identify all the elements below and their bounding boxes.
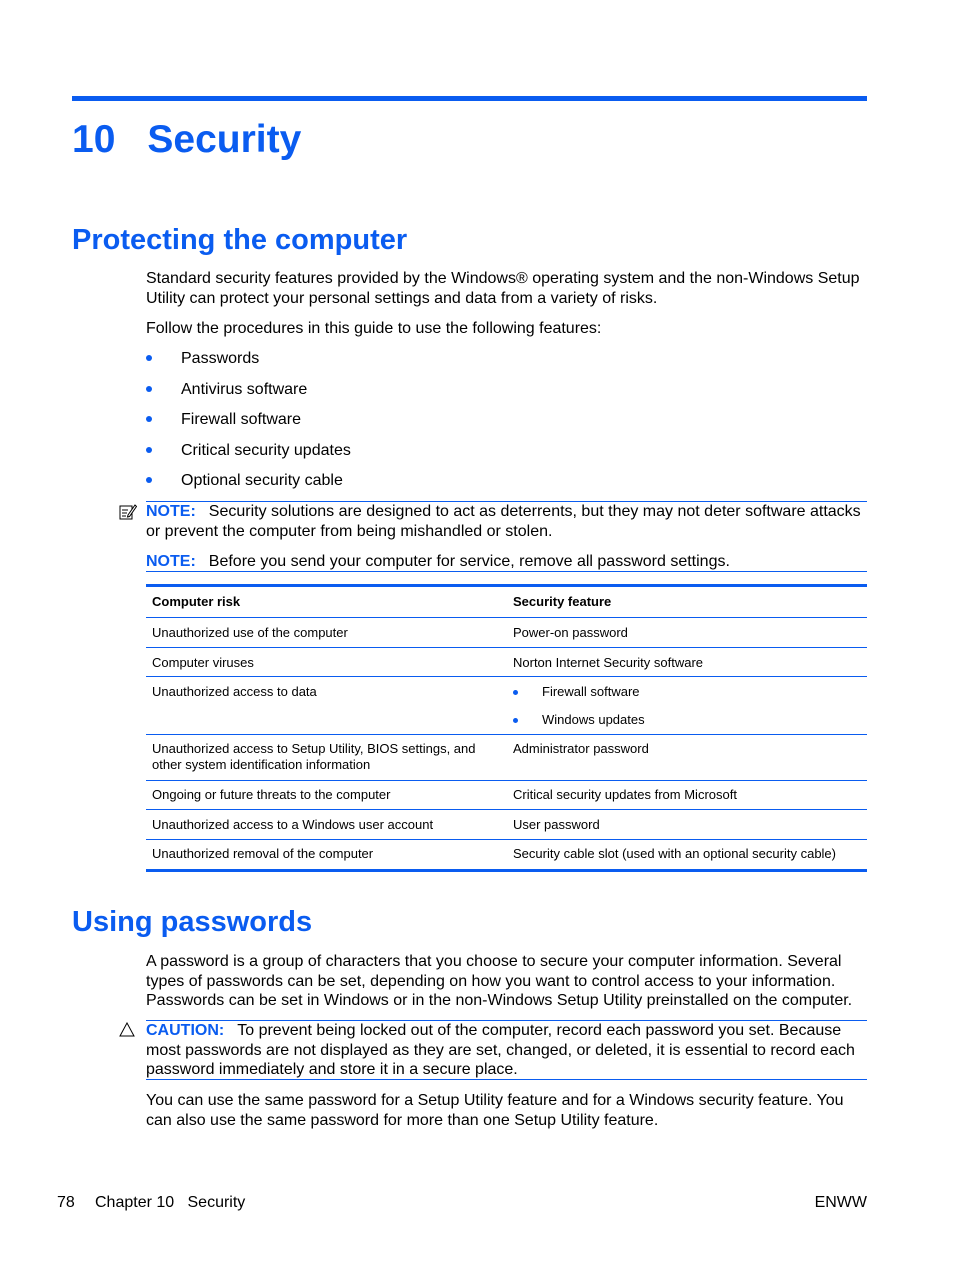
chapter-title-text: Security — [147, 118, 302, 161]
table-cell-risk: Unauthorized removal of the computer — [152, 846, 374, 861]
bullet-icon — [146, 416, 152, 422]
table-cell-risk: Unauthorized use of the computer — [152, 625, 348, 640]
note-text: Security solutions are designed to act as deterrents, but they may not deter software attacks or prevent the computer from being mishandled or stolen. — [146, 503, 861, 540]
table-cell-risk: Unauthorized access to data — [152, 684, 317, 699]
table-cell-feature: User password — [513, 817, 600, 832]
table-rule — [146, 809, 867, 810]
note-pencil-icon — [119, 503, 137, 526]
table-rule — [146, 676, 867, 677]
table-cell-risk: Unauthorized access to Setup Utility, BIOS settings, and other system identification information — [152, 741, 476, 772]
caution-block — [146, 1021, 868, 1080]
table-cell-feature: Norton Internet Security software — [513, 655, 704, 670]
chapter-title — [72, 118, 301, 162]
section2-intro: A password is a group of characters that you choose to secure your computer information. Several types of passwords can be set, depending on how you want to control access to your information. Passwords can be set in Windows or in the non-Windows Setup Utility preinstalled on the computer. — [146, 953, 853, 1009]
chapter-top-rule — [72, 96, 867, 101]
bullet-icon — [146, 355, 152, 361]
footer-chapter-ref: Chapter 10 Security — [95, 1194, 246, 1211]
table-rule — [146, 734, 867, 735]
caution-triangle-icon — [119, 1022, 135, 1042]
chapter-number: 10 — [72, 118, 116, 161]
table-cell-feature: Critical security updates from Microsoft — [513, 787, 737, 802]
footer-page-number: 78 — [57, 1194, 75, 1211]
footer-enww: ENWW — [814, 1194, 867, 1211]
note-service — [146, 552, 868, 572]
caution-bottom-rule — [146, 1079, 867, 1080]
bullet-icon — [146, 447, 152, 453]
caution-label: CAUTION: — [146, 1022, 225, 1039]
table-cell-risk: Ongoing or future threats to the computer — [152, 787, 391, 802]
table-cell-risk: Unauthorized access to a Windows user account — [152, 817, 434, 832]
section-heading-protecting: Protecting the computer — [72, 224, 408, 256]
table-top-rule — [146, 584, 867, 587]
table-header-risk: Computer risk — [152, 594, 241, 609]
table-cell-feature: Security cable slot (used with an optional security cable) — [513, 846, 836, 861]
bullet-icon — [513, 718, 518, 723]
section1-intro: Standard security features provided by the Windows® operating system and the non-Windows Setup Utility can protect your personal settings and data from a variety of risks. — [146, 270, 860, 307]
table-cell-risk: Computer viruses — [152, 655, 254, 670]
risk-feature-table: Computer risk Security feature Unauthorized use of the computer Power-on password Computer viruses Norton Internet Security software Unauthorized access to data Firewall software Windows updates Unauthorized access to Setup Utility, BIOS settings, and other system identification information Administrator password Ongoing or future threats to the computer Critical security updates from Microsoft Unauthorized access to a Windows user account User password Unauthorized removal of the computer Security cable slot (used with an optional security cable) — [146, 584, 867, 872]
table-rule — [146, 780, 867, 781]
note-bottom-rule — [146, 571, 867, 572]
note-label: NOTE: — [146, 553, 196, 570]
bullet-icon — [513, 690, 518, 695]
bullet-icon — [146, 386, 152, 392]
section2-paragraph: You can use the same password for a Setup Utility feature and for a Windows security feature. You can also use the same password for more than one Setup Utility feature. — [146, 1092, 844, 1129]
table-bottom-rule — [146, 869, 867, 872]
note-text: Before you send your computer for service, remove all password settings. — [208, 553, 730, 570]
section1-lead: Follow the procedures in this guide to use the following features: — [146, 320, 602, 337]
bullet-icon — [146, 477, 152, 483]
note-label: NOTE: — [146, 503, 196, 520]
note-security-solutions — [146, 502, 868, 541]
table-rule — [146, 839, 867, 840]
table-rule — [146, 647, 867, 648]
caution-text: To prevent being locked out of the computer, record each password you set. Because most passwords are not displayed as they are set, changed, or deleted, it is essential to record each password immediately and store it in a secure place. — [146, 1022, 855, 1078]
section-heading-passwords: Using passwords — [72, 906, 313, 938]
table-rule — [146, 617, 867, 618]
table-header-feature: Security feature — [513, 594, 612, 609]
table-cell-feature: Power-on password — [513, 625, 628, 640]
table-cell-feature: Administrator password — [513, 741, 649, 756]
